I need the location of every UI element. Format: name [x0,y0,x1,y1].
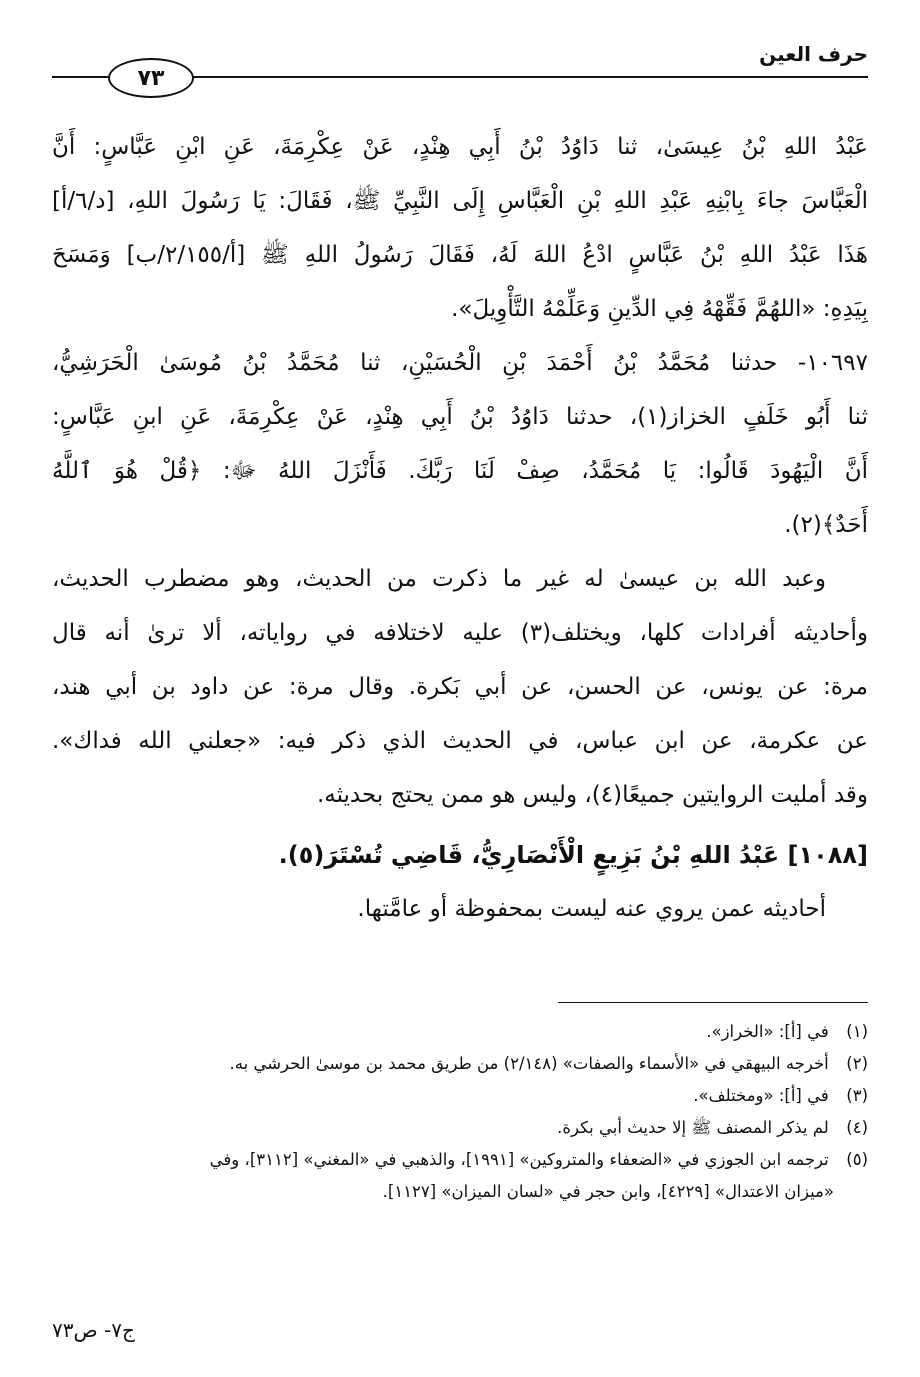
footnote-text: في [أ]: «الخراز». [706,1022,829,1041]
footnote [46,1112,868,1144]
commentary-line: مرة: عن يونس، عن الحسن، عن أبي بَكرة. وقال مرة: عن داود بن أبي هند، [52,674,868,700]
text-line: الْعَبَّاسَ جاءَ بِابْنِهِ عَبْدِ اللهِ بْنِ الْعَبَّاسِ إِلَى النَّبِيِّ ﷺ، فَقَالَ: يَا رَسُولَ اللهِ، [د/٦/أ] [52,188,868,214]
text-line: بِيَدِهِ: «اللهُمَّ فَقِّهْهُ فِي الدِّينِ وَعَلِّمْهُ التَّأْوِيلَ». [451,296,868,322]
footnote-number: (٣) [846,1086,868,1105]
text-line: عَبْدُ اللهِ بْنُ عِيسَىٰ، ثنا دَاوُدُ بْنُ أَبِي هِنْدٍ، عَنْ عِكْرِمَةَ، عَنِ ابْنِ عَبَّاسٍ: أَنَّ [52,134,868,160]
commentary-line: وعبد الله بن عيسىٰ له غير ما ذكرت من الحديث، وهو مضطرب الحديث، [52,566,826,592]
footnote [46,1144,868,1176]
footnote-text: في [أ]: «ومختلف». [693,1086,829,1105]
commentary-line: وقد أمليت الروايتين جميعًا(٤)، وليس هو ممن يحتج بحديثه. [316,782,868,808]
text-line: هَذَا عَبْدُ اللهِ بْنُ عَبَّاسٍ ادْعُ اللهَ لَهُ، فَقَالَ رَسُولُ اللهِ ﷺ [أ/٢/١٥٥/ب] وَمَسَحَ [52,242,868,268]
footnote-separator [558,1002,868,1003]
footnote-text: «ميزان الاعتدال» [٤٢٢٩]، وابن حجر في «لسان الميزان» [١١٢٧]. [382,1182,834,1201]
main-text [52,120,868,936]
commentary-line: عن عكرمة، عن ابن عباس، في الحديث الذي ذكر فيه: «جعلني الله فداك». [52,728,868,754]
footnote-number: (١) [846,1022,868,1041]
footnotes [46,1016,868,1208]
footnote [46,1080,868,1112]
hadith-number-line: ١٠٦٩٧- حدثنا مُحَمَّدُ بْنُ أَحْمَدَ بْنِ الْحُسَيْنِ، ثنا مُحَمَّدُ بْنُ مُوسَىٰ الْحَرَشِيُّ، [52,350,868,376]
footnote [46,1016,868,1048]
volume-page-label: ج٧- ص٧٣ [52,1318,135,1342]
text-line: أَنَّ الْيَهُودَ قَالُوا: يَا مُحَمَّدُ، صِفْ لَنَا رَبَّكَ. فَأَنْزَلَ اللهُ ﷻ: ﴿قُلْ هُوَ ٱللَّهُ [52,458,868,484]
footnote-number: (٢) [846,1054,868,1073]
text-line: أَحَدٌ﴾(٢). [784,512,868,538]
page-number-badge [108,58,194,98]
footnote-continuation [46,1176,868,1208]
footnote-text: أخرجه البيهقي في «الأسماء والصفات» (٢/١٤٨) من طريق محمد بن موسىٰ الحرشي به. [229,1054,829,1073]
commentary-line: وأحاديثه أفرادات كلها، ويختلف(٣) عليه لاختلافه في رواياته، ألا ترىٰ أنه قال [52,620,868,646]
commentary-line: أحاديثه عمن يروي عنه ليست بمحفوظة أو عامَّتها. [357,896,826,922]
text-line: ثنا أَبُو خَلَفٍ الخزاز(١)، حدثنا دَاوُدُ بْنُ أَبِي هِنْدٍ، عَنْ عِكْرِمَةَ، عَنِ ابنِ عَبَّاسٍ: [52,404,868,430]
footnote [46,1048,868,1080]
biography-heading [52,828,868,882]
running-title: حرف العين [759,42,868,66]
footnote-text: لم يذكر المصنف ﷺ إلا حديث أبي بكرة. [557,1118,829,1137]
footnote-number: (٤) [846,1118,868,1137]
footnote-text: ترجمه ابن الجوزي في «الضعفاء والمتروكين» [١٩٩١]، والذهبي في «المغني» [٣١١٢]، وفي [209,1150,829,1169]
footnote-number: (٥) [846,1150,868,1169]
biography-heading-text: [١٠٨٨] عَبْدُ اللهِ بْنُ بَزِيعٍ الْأَنْصَارِيُّ، قَاضِي تُسْتَرَ(٥). [278,841,868,869]
page-number: ٧٣ [137,65,165,91]
